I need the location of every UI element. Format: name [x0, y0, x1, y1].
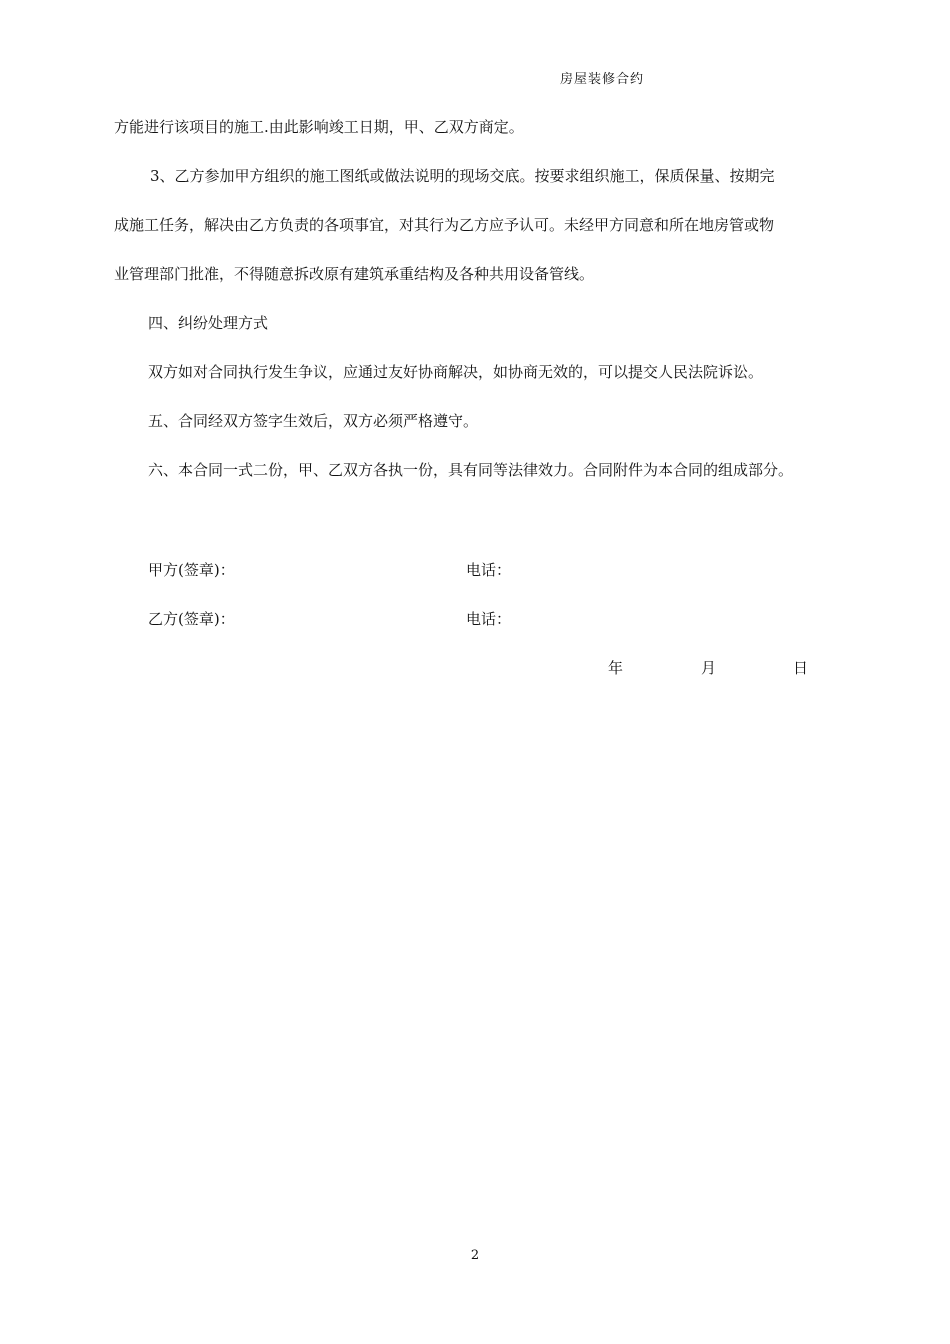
section-heading-effect: 五、合同经双方签字生效后，双方必须严格遵守。: [148, 412, 479, 430]
body-line-6: 双方如对合同执行发生争议，应通过友好协商解决，如协商无效的，可以提交人民法院诉讼。: [148, 363, 764, 381]
party-b-signature-label: 乙方(签章)：: [148, 610, 235, 628]
party-b-phone-label: 电话：: [466, 610, 512, 628]
document-body: [114, 115, 840, 507]
date-month-label: 月: [701, 659, 717, 677]
body-line-4: 业管理部门批准，不得随意拆改原有建筑承重结构及各种共用设备管线。: [114, 265, 595, 283]
page-header: [560, 68, 644, 87]
party-a-phone-label: 电话：: [466, 561, 512, 579]
date-day-label: 日: [793, 659, 809, 677]
section-heading-dispute: 四、纠纷处理方式: [148, 314, 269, 332]
section-heading-copies: 六、本合同一式二份，甲、乙双方各执一份，具有同等法律效力。合同附件为本合同的组成部分。: [148, 461, 794, 479]
header-title: 房屋装修合约: [560, 72, 645, 87]
body-line-3: 成施工任务，解决由乙方负责的各项事宜，对其行为乙方应予认可。未经甲方同意和所在地房管或物: [114, 216, 775, 234]
date-year-label: 年: [608, 659, 624, 677]
body-line-1: 方能进行该项目的施工.由此影响竣工日期，甲、乙双方商定。: [114, 118, 524, 136]
party-a-signature-label: 甲方(签章)：: [148, 561, 235, 579]
page-number: 2: [470, 1248, 480, 1263]
body-line-2: 3、乙方参加甲方组织的施工图纸或做法说明的现场交底。按要求组织施工，保质保量、按期完: [150, 167, 775, 185]
